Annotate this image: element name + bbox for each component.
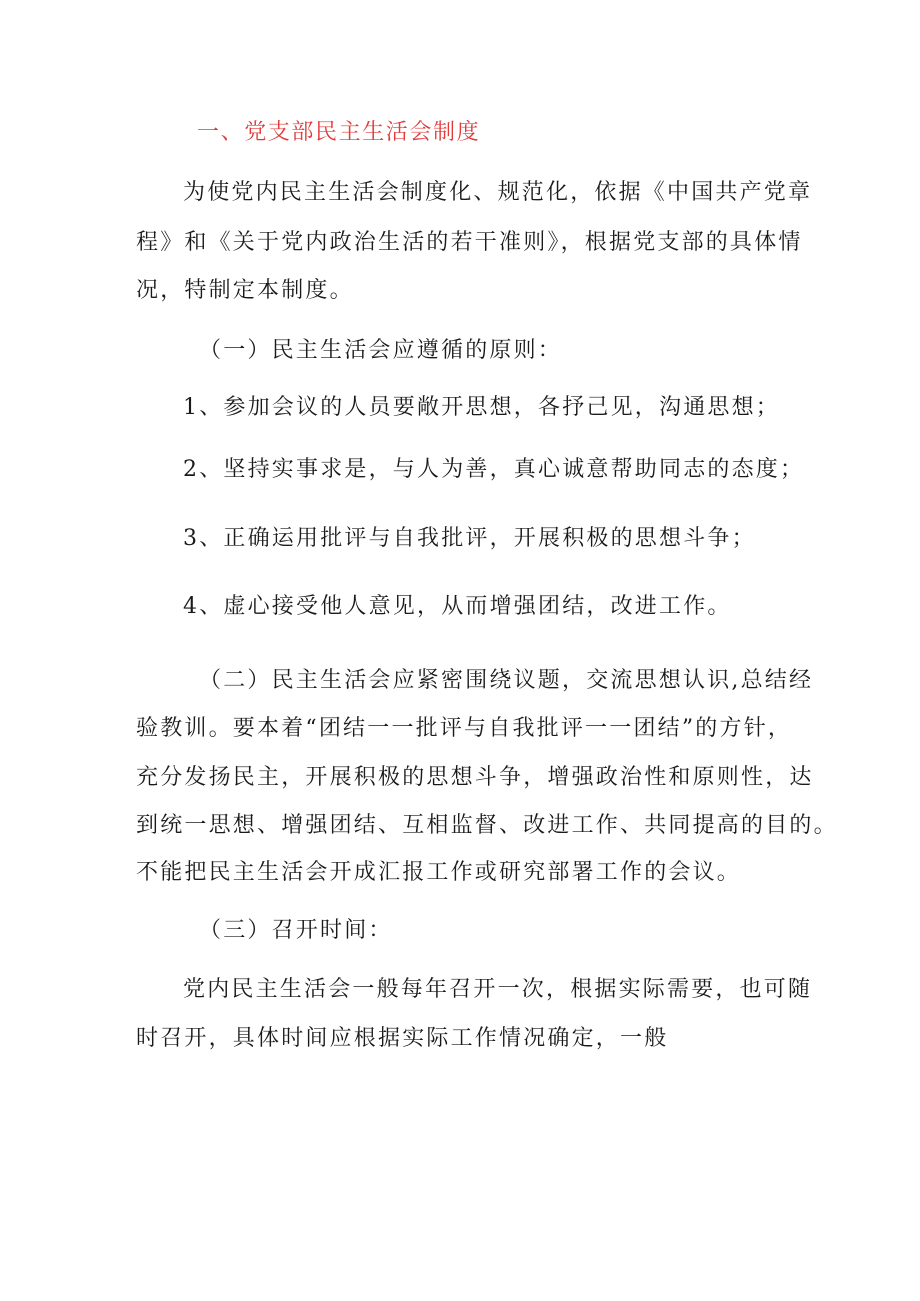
principle-item-4: 4、虚心接受他人意见，从而增强团结，改进工作。 — [183, 594, 732, 619]
part1-title: （一）民主生活会应遵循的原则： — [199, 338, 563, 363]
part3-line-2: 时召开，具体时间应根据实际工作情况确定，一般 — [136, 1026, 669, 1051]
intro-line-1: 为使党内民主生活会制度化、规范化，依据《中国共产党章 — [183, 180, 813, 205]
part2-line-5: 不能把民主生活会开成汇报工作或研究部署工作的会议。 — [136, 860, 742, 885]
principle-item-3: 3、正确运用批评与自我批评，开展积极的思想斗争； — [183, 526, 756, 551]
principle-item-1: 1、参加会议的人员要敞开思想，各抒己见，沟通思想； — [183, 395, 780, 420]
intro-line-3: 况，特制定本制度。 — [136, 278, 354, 303]
part2-line-1: （二）民主生活会应紧密围绕议题，交流思想认识,总结经 — [199, 668, 814, 693]
intro-line-2: 程》和《关于党内政治生活的若干准则》，根据党支部的具体情 — [136, 230, 803, 255]
part2-line-4: 到统一思想、增强团结、互相监督、改进工作、共同提高的目的。 — [136, 813, 838, 838]
part2-line-2: 验教训。要本着“团结一一批评与自我批评一一团结”的方针， — [136, 716, 793, 741]
part2-line-3: 充分发扬民主，开展积极的思想斗争，增强政治性和原则性，达 — [136, 765, 814, 790]
part3-title: （三）召开时间： — [199, 918, 393, 943]
principle-item-2: 2、坚持实事求是，与人为善，真心诚意帮助同志的态度； — [183, 457, 805, 482]
part3-line-1: 党内民主生活会一般每年召开一次，根据实际需要，也可随 — [183, 977, 813, 1002]
section-title: 一、党支部民主生活会制度 — [197, 120, 481, 145]
